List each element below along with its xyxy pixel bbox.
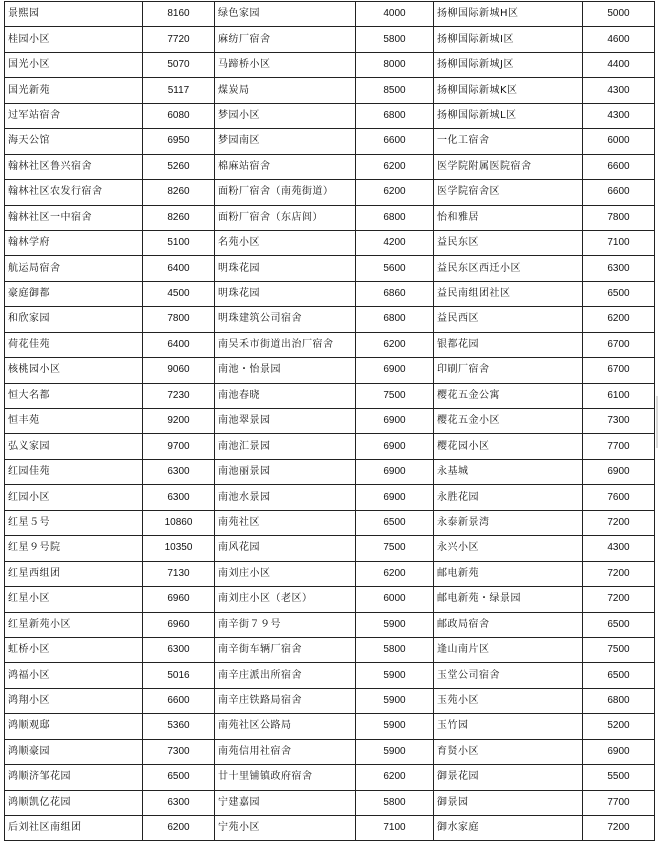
community-name-cell: 翰林社区鲁兴宿舍 [5, 154, 143, 179]
community-name-cell: 医学院附属医院宿舍 [434, 154, 583, 179]
price-cell: 6700 [583, 358, 655, 383]
community-name-cell: 景熙园 [5, 2, 143, 27]
price-cell: 6600 [583, 154, 655, 179]
price-cell: 6960 [143, 612, 215, 637]
community-name-cell: 樱花五金公寓 [434, 383, 583, 408]
table-row [5, 103, 655, 128]
price-cell: 6900 [356, 485, 434, 510]
price-cell: 5800 [356, 637, 434, 662]
table-row [5, 383, 655, 408]
community-name-cell: 扬柳国际新城L区 [434, 103, 583, 128]
price-cell: 6300 [143, 459, 215, 484]
community-name-cell: 翰林社区一中宿舍 [5, 205, 143, 230]
community-name-cell: 扬柳国际新城I区 [434, 27, 583, 52]
community-name-cell: 邮电新苑 [434, 561, 583, 586]
price-cell: 7300 [143, 739, 215, 764]
price-cell: 4200 [356, 230, 434, 255]
community-name-cell: 南辛街车辆厂宿舍 [215, 637, 356, 662]
community-name-cell: 红星西组团 [5, 561, 143, 586]
community-name-cell: 鸿顺济邹花园 [5, 765, 143, 790]
price-cell: 5600 [356, 256, 434, 281]
community-name-cell: 红园佳苑 [5, 459, 143, 484]
price-cell: 5070 [143, 52, 215, 77]
price-cell: 8000 [356, 52, 434, 77]
community-name-cell: 鸿顺凯亿花园 [5, 790, 143, 815]
price-cell: 6100 [583, 383, 655, 408]
price-cell: 6900 [356, 409, 434, 434]
price-cell: 4300 [583, 536, 655, 561]
table-row [5, 230, 655, 255]
community-name-cell: 梦园南区 [215, 129, 356, 154]
price-cell: 6800 [356, 307, 434, 332]
price-cell: 6900 [583, 459, 655, 484]
price-cell: 8260 [143, 205, 215, 230]
community-name-cell: 一化工宿舍 [434, 129, 583, 154]
price-cell: 7700 [583, 790, 655, 815]
price-cell: 6860 [356, 281, 434, 306]
table-row [5, 256, 655, 281]
table-row [5, 739, 655, 764]
community-name-cell: 翰林学府 [5, 230, 143, 255]
price-cell: 9060 [143, 358, 215, 383]
price-cell: 6600 [143, 688, 215, 713]
price-cell: 6300 [143, 790, 215, 815]
table-row [5, 561, 655, 586]
price-cell: 5500 [583, 765, 655, 790]
table-row [5, 587, 655, 612]
table-row [5, 2, 655, 27]
community-name-cell: 永泰新景湾 [434, 510, 583, 535]
price-cell: 6800 [356, 103, 434, 128]
community-name-cell: 南刘庄小区 [215, 561, 356, 586]
community-name-cell: 御景园 [434, 790, 583, 815]
table-row [5, 409, 655, 434]
community-name-cell: 逢山南片区 [434, 637, 583, 662]
price-cell: 7500 [583, 637, 655, 662]
community-name-cell: 益民南组团社区 [434, 281, 583, 306]
community-name-cell: 扬柳国际新城H区 [434, 2, 583, 27]
community-name-cell: 恒丰苑 [5, 409, 143, 434]
community-name-cell: 南辛街７９号 [215, 612, 356, 637]
price-cell: 6200 [356, 561, 434, 586]
community-name-cell: 弘义家园 [5, 434, 143, 459]
community-name-cell: 豪庭御都 [5, 281, 143, 306]
price-cell: 6960 [143, 587, 215, 612]
community-name-cell: 印刷厂宿舍 [434, 358, 583, 383]
price-cell: 6800 [583, 688, 655, 713]
price-cell: 6700 [583, 332, 655, 357]
community-name-cell: 红星新苑小区 [5, 612, 143, 637]
table-row [5, 663, 655, 688]
price-cell: 5900 [356, 612, 434, 637]
community-name-cell: 鸿顺观邸 [5, 714, 143, 739]
price-cell: 6500 [583, 612, 655, 637]
price-cell: 6500 [583, 663, 655, 688]
community-name-cell: 红园小区 [5, 485, 143, 510]
price-cell: 6200 [143, 816, 215, 841]
community-name-cell: 航运局宿舍 [5, 256, 143, 281]
price-cell: 6000 [583, 129, 655, 154]
table-row [5, 434, 655, 459]
table-row [5, 536, 655, 561]
community-name-cell: 红星９号院 [5, 536, 143, 561]
price-cell: 6500 [583, 281, 655, 306]
community-name-cell: 和欣家园 [5, 307, 143, 332]
community-name-cell: 明珠建筑公司宿舍 [215, 307, 356, 332]
price-cell: 6500 [143, 765, 215, 790]
price-cell: 4500 [143, 281, 215, 306]
price-cell: 5360 [143, 714, 215, 739]
community-name-cell: 益民东区西迁小区 [434, 256, 583, 281]
price-cell: 7230 [143, 383, 215, 408]
community-name-cell: 益民东区 [434, 230, 583, 255]
community-name-cell: 扬柳国际新城K区 [434, 78, 583, 103]
price-cell: 6900 [356, 434, 434, 459]
community-name-cell: 南池翠景园 [215, 409, 356, 434]
community-name-cell: 怡和雅居 [434, 205, 583, 230]
community-name-cell: 御景花园 [434, 765, 583, 790]
community-name-cell: 棉麻站宿舍 [215, 154, 356, 179]
price-cell: 7800 [583, 205, 655, 230]
price-cell: 4600 [583, 27, 655, 52]
community-name-cell: 翰林社区农发行宿舍 [5, 180, 143, 205]
price-cell: 6200 [356, 765, 434, 790]
community-name-cell: 核桃园小区 [5, 358, 143, 383]
price-cell: 6200 [356, 180, 434, 205]
community-name-cell: 麻纺厂宿舍 [215, 27, 356, 52]
price-cell: 4000 [356, 2, 434, 27]
table-row [5, 358, 655, 383]
community-name-cell: 南刘庄小区（老区） [215, 587, 356, 612]
community-name-cell: 南吴禾市街道出治厂宿舍 [215, 332, 356, 357]
community-name-cell: 国光小区 [5, 52, 143, 77]
community-name-cell: 桂园小区 [5, 27, 143, 52]
community-name-cell: 煤炭局 [215, 78, 356, 103]
table-row [5, 52, 655, 77]
table-row [5, 510, 655, 535]
price-cell: 7720 [143, 27, 215, 52]
price-cell: 9700 [143, 434, 215, 459]
price-cell: 5800 [356, 790, 434, 815]
table-row [5, 281, 655, 306]
price-cell: 10350 [143, 536, 215, 561]
community-name-cell: 南池春晓 [215, 383, 356, 408]
community-name-cell: 面粉厂宿舍（东店闾） [215, 205, 356, 230]
price-cell: 5800 [356, 27, 434, 52]
community-name-cell: 玉堂公司宿舍 [434, 663, 583, 688]
price-cell: 5900 [356, 688, 434, 713]
table-row [5, 129, 655, 154]
price-cell: 7100 [583, 230, 655, 255]
community-name-cell: 南池水景园 [215, 485, 356, 510]
community-name-cell: 南苑社区 [215, 510, 356, 535]
price-cell: 7200 [583, 816, 655, 841]
price-cell: 6900 [356, 459, 434, 484]
price-cell: 6400 [143, 256, 215, 281]
community-name-cell: 绿色家园 [215, 2, 356, 27]
table-row [5, 459, 655, 484]
price-cell: 4400 [583, 52, 655, 77]
community-name-cell: 荷花佳苑 [5, 332, 143, 357]
community-name-cell: 过军站宿舍 [5, 103, 143, 128]
table-row [5, 485, 655, 510]
community-name-cell: 银都花园 [434, 332, 583, 357]
community-name-cell: 马蹄桥小区 [215, 52, 356, 77]
price-cell: 5900 [356, 663, 434, 688]
community-name-cell: 南池・怡景园 [215, 358, 356, 383]
price-cell: 5900 [356, 739, 434, 764]
community-name-cell: 南辛庄铁路局宿舍 [215, 688, 356, 713]
price-cell: 7200 [583, 510, 655, 535]
community-name-cell: 名苑小区 [215, 230, 356, 255]
price-cell: 6900 [583, 739, 655, 764]
community-name-cell: 南苑信用社宿舍 [215, 739, 356, 764]
price-cell: 6300 [143, 637, 215, 662]
price-cell: 6600 [356, 129, 434, 154]
price-cell: 7500 [356, 536, 434, 561]
community-name-cell: 玉苑小区 [434, 688, 583, 713]
community-name-cell: 鸿顺豪园 [5, 739, 143, 764]
community-name-cell: 宁苑小区 [215, 816, 356, 841]
price-cell: 6500 [356, 510, 434, 535]
community-name-cell: 南辛庄派出所宿舍 [215, 663, 356, 688]
price-cell: 7130 [143, 561, 215, 586]
community-name-cell: 南池汇景园 [215, 434, 356, 459]
community-name-cell: 海天公馆 [5, 129, 143, 154]
community-name-cell: 育贤小区 [434, 739, 583, 764]
price-cell: 7600 [583, 485, 655, 510]
community-name-cell: 樱花园小区 [434, 434, 583, 459]
community-name-cell: 后刘社区南组团 [5, 816, 143, 841]
price-cell: 7200 [583, 587, 655, 612]
table-row [5, 154, 655, 179]
community-name-cell: 鸿翔小区 [5, 688, 143, 713]
price-cell: 7700 [583, 434, 655, 459]
price-cell: 5260 [143, 154, 215, 179]
price-cell: 8500 [356, 78, 434, 103]
community-name-cell: 恒大名都 [5, 383, 143, 408]
community-name-cell: 廿十里铺镇政府宿舍 [215, 765, 356, 790]
community-name-cell: 鸿福小区 [5, 663, 143, 688]
table-row [5, 612, 655, 637]
price-cell: 6900 [356, 358, 434, 383]
price-cell: 8160 [143, 2, 215, 27]
price-cell: 4300 [583, 103, 655, 128]
housing-price-table [4, 1, 655, 841]
community-name-cell: 明珠花园 [215, 281, 356, 306]
price-cell: 5200 [583, 714, 655, 739]
community-name-cell: 永胜花园 [434, 485, 583, 510]
price-cell: 5000 [583, 2, 655, 27]
price-cell: 7300 [583, 409, 655, 434]
table-row [5, 332, 655, 357]
price-cell: 4300 [583, 78, 655, 103]
price-cell: 6200 [356, 332, 434, 357]
table-row [5, 790, 655, 815]
price-cell: 6400 [143, 332, 215, 357]
community-name-cell: 邮政局宿舍 [434, 612, 583, 637]
table-row [5, 688, 655, 713]
price-cell: 5117 [143, 78, 215, 103]
price-cell: 7200 [583, 561, 655, 586]
community-name-cell: 梦园小区 [215, 103, 356, 128]
price-cell: 7500 [356, 383, 434, 408]
price-cell: 6300 [583, 256, 655, 281]
table-row [5, 765, 655, 790]
price-cell: 6800 [356, 205, 434, 230]
community-name-cell: 面粉厂宿舍（南苑街道） [215, 180, 356, 205]
community-name-cell: 虹桥小区 [5, 637, 143, 662]
community-name-cell: 永兴小区 [434, 536, 583, 561]
community-name-cell: 御水家庭 [434, 816, 583, 841]
community-name-cell: 南苑社区公路局 [215, 714, 356, 739]
community-name-cell: 红星５号 [5, 510, 143, 535]
community-name-cell: 益民西区 [434, 307, 583, 332]
community-name-cell: 南风花园 [215, 536, 356, 561]
community-name-cell: 国光新苑 [5, 78, 143, 103]
price-cell: 6300 [143, 485, 215, 510]
price-cell: 8260 [143, 180, 215, 205]
table-row [5, 27, 655, 52]
table-row [5, 180, 655, 205]
table-row [5, 714, 655, 739]
table-row [5, 205, 655, 230]
community-name-cell: 明珠花园 [215, 256, 356, 281]
table-row [5, 307, 655, 332]
community-name-cell: 永基城 [434, 459, 583, 484]
price-cell: 9200 [143, 409, 215, 434]
price-cell: 6080 [143, 103, 215, 128]
price-cell: 6200 [583, 307, 655, 332]
community-name-cell: 红星小区 [5, 587, 143, 612]
price-cell: 6950 [143, 129, 215, 154]
price-cell: 10860 [143, 510, 215, 535]
table-row [5, 637, 655, 662]
price-cell: 5016 [143, 663, 215, 688]
community-name-cell: 医学院宿舍区 [434, 180, 583, 205]
community-name-cell: 邮电新苑・绿景园 [434, 587, 583, 612]
table-body [5, 2, 655, 841]
community-name-cell: 玉竹园 [434, 714, 583, 739]
price-cell: 6200 [356, 154, 434, 179]
community-name-cell: 扬柳国际新城J区 [434, 52, 583, 77]
table-row [5, 78, 655, 103]
price-cell: 7100 [356, 816, 434, 841]
price-cell: 5900 [356, 714, 434, 739]
community-name-cell: 南池丽景园 [215, 459, 356, 484]
table-row [5, 816, 655, 841]
community-name-cell: 宁建嘉园 [215, 790, 356, 815]
price-cell: 5100 [143, 230, 215, 255]
price-cell: 6000 [356, 587, 434, 612]
community-name-cell: 樱花五金小区 [434, 409, 583, 434]
price-cell: 7800 [143, 307, 215, 332]
price-cell: 6600 [583, 180, 655, 205]
